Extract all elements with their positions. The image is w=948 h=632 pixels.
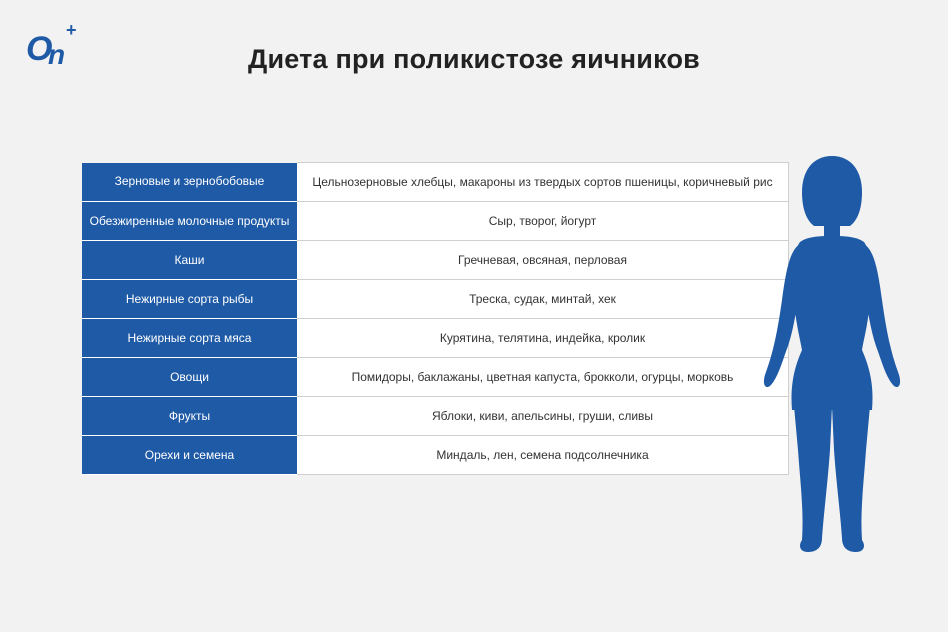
svg-text:n: n xyxy=(48,39,66,70)
category-cell: Овощи xyxy=(82,358,297,397)
page-title: Диета при поликистозе яичников xyxy=(248,44,700,74)
items-cell: Гречневая, овсяная, перловая xyxy=(297,241,789,280)
items-cell: Треска, судак, минтай, хек xyxy=(297,280,789,319)
table-row xyxy=(82,319,789,358)
table-row xyxy=(82,163,789,202)
category-cell: Нежирные сорта мяса xyxy=(82,319,297,358)
female-silhouette-icon xyxy=(752,150,912,560)
category-cell: Обезжиренные молочные продукты xyxy=(82,202,297,241)
svg-text:+: + xyxy=(66,20,77,40)
items-cell: Курятина, телятина, индейка, кролик xyxy=(297,319,789,358)
category-cell: Фрукты xyxy=(82,397,297,436)
category-cell: Каши xyxy=(82,241,297,280)
diet-table xyxy=(82,162,789,475)
table-row xyxy=(82,241,789,280)
table-row xyxy=(82,397,789,436)
table-row xyxy=(82,280,789,319)
svg-text:O: O xyxy=(26,30,53,68)
table-row xyxy=(82,202,789,241)
category-cell: Зерновые и зернобобовые xyxy=(82,163,297,202)
items-cell: Миндаль, лен, семена подсолнечника xyxy=(297,436,789,475)
table-row xyxy=(82,358,789,397)
items-cell: Сыр, творог, йогурт xyxy=(297,202,789,241)
items-cell: Цельнозерновые хлебцы, макароны из твердых сортов пшеницы, коричневый рис xyxy=(297,163,789,202)
table-row xyxy=(82,436,789,475)
female-silhouette xyxy=(752,150,912,560)
category-cell: Орехи и семена xyxy=(82,436,297,475)
items-cell: Яблоки, киви, апельсины, груши, сливы xyxy=(297,397,789,436)
items-cell: Помидоры, баклажаны, цветная капуста, брокколи, огурцы, морковь xyxy=(297,358,789,397)
category-cell: Нежирные сорта рыбы xyxy=(82,280,297,319)
